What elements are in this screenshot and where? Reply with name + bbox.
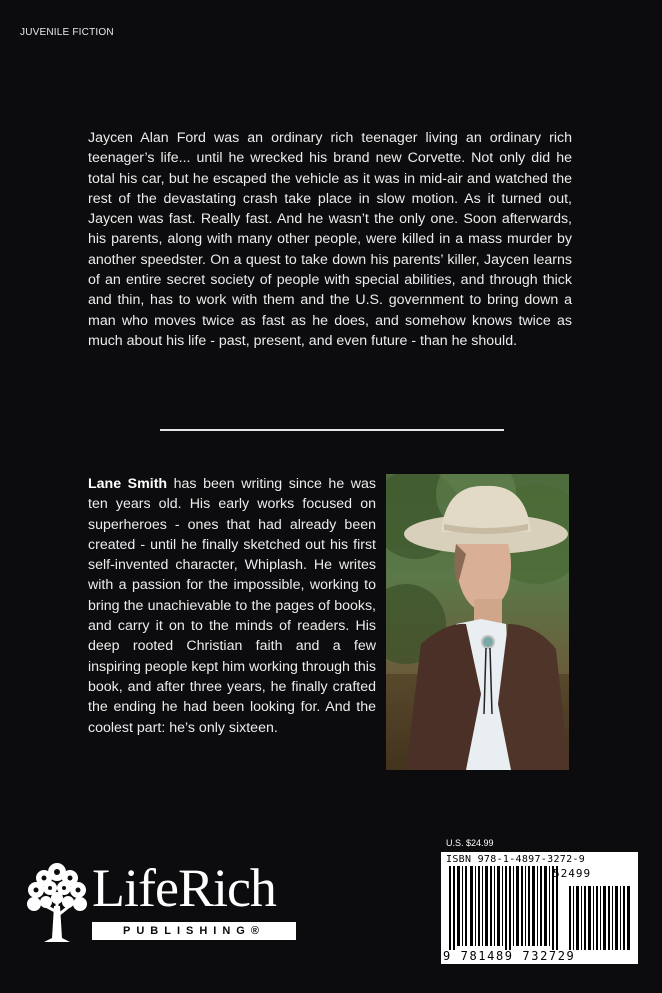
publisher-wordmark: LifeRich [92, 858, 276, 918]
author-bio-text: has been writing since he was ten years old. His early works focused on superheroes - ones that had already been created - until he finally sketched out his first self-invented character, Whiplash. He writes with a passion for the impossible, working to bring the unachievable to the pages of books, and carry it on to the minds of readers. His deep rooted Christian faith and a few inspiring people kept him working through this book, and after three years, he finally crafted the ending he had been looking for. And the coolest part: he’s only sixteen. [88, 476, 377, 736]
barcode [441, 852, 638, 964]
publisher-subline: PUBLISHING® [92, 922, 296, 940]
publisher-logo [24, 858, 314, 948]
barcode-supplement: 52499 [553, 867, 592, 880]
price-label: U.S. $24.99 [446, 838, 494, 848]
barcode-bars [445, 866, 635, 950]
section-divider [160, 429, 504, 431]
barcode-digits: 9 781489 732729 [443, 949, 576, 963]
synopsis-paragraph: Jaycen Alan Ford was an ordinary rich teenager living an ordinary rich teenager’s life... until he wrecked his brand new Corvette. Not only did he total his car, but he escaped the vehicle as it was in mid-air and watched the rest of the devastating crash take place in slow motion. As it turned out, Jaycen was fast. Really fast. And he wasn’t the only one. Soon afterwards, his parents, along with many other people, were killed in a mass murder by another speedster. On a quest to take down his parents’ killer, Jaycen learns of an entire secret society of people with special abilities, and through thick and thin, has to work with them and the U.S. government to bring down a man who moves twice as fast as he does, and somehow knows twice as much about his life - past, present, and even future - than he should. [88, 130, 572, 349]
author-photo [386, 474, 569, 770]
category-label: JUVENILE FICTION [20, 27, 114, 38]
tree-logo-icon [24, 858, 90, 946]
isbn-text: ISBN 978-1-4897-3272-9 [446, 854, 586, 865]
author-name: Lane Smith [88, 476, 168, 492]
author-bio [88, 474, 376, 738]
